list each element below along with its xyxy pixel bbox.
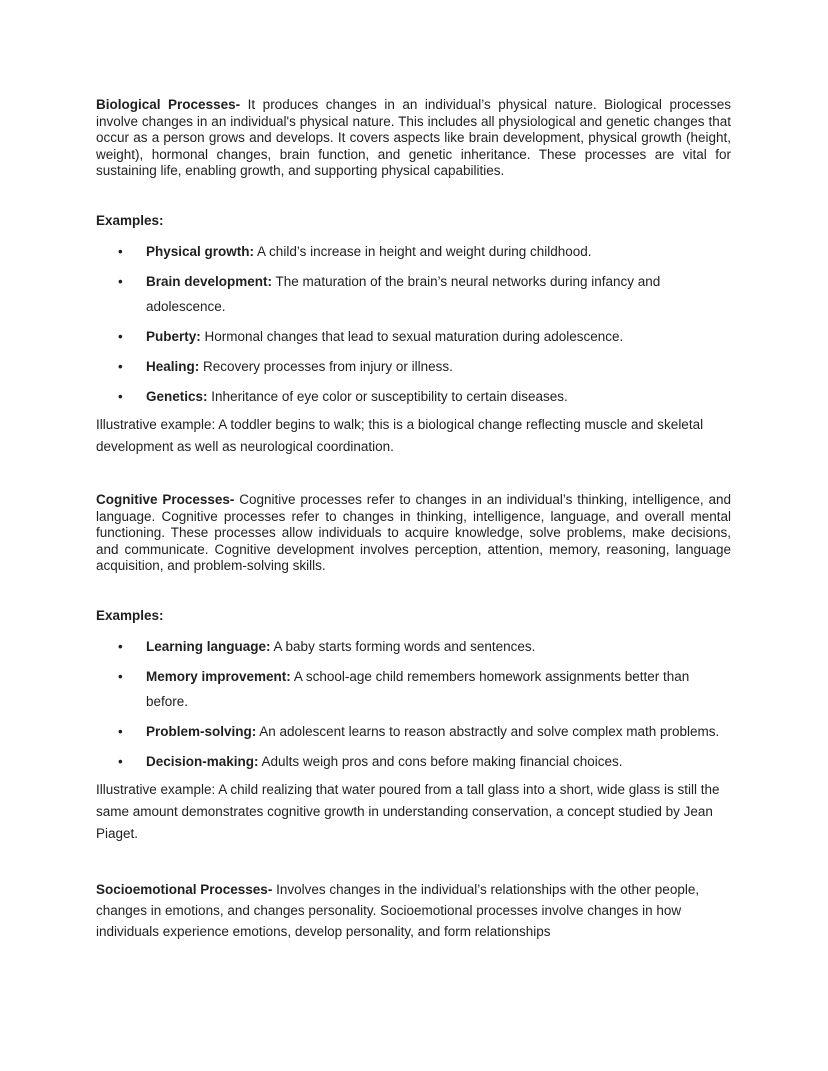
bullet-icon: • <box>118 358 123 374</box>
example-item <box>96 719 731 744</box>
section-heading: Socioemotional Processes- <box>96 881 273 897</box>
example-term: Decision-making: <box>146 753 259 769</box>
bullet-icon: • <box>118 638 123 654</box>
section-intro: Involves changes in the individual’s relationships with the other people, changes in emotions, and changes personality. Socioemotional processes involve changes in how individuals experience emotions, develop personality, and form relationships <box>96 881 700 939</box>
example-item <box>96 664 731 714</box>
example-desc: Recovery processes from injury or illness. <box>203 358 453 374</box>
examples-label: Examples: <box>96 607 164 623</box>
illustrative-example: Illustrative example: A toddler begins to walk; this is a biological change reflecting muscle and skeletal development as well as neurological coordination. <box>96 416 704 454</box>
example-item <box>96 634 731 659</box>
example-term: Problem-solving: <box>146 723 257 739</box>
examples-label: Examples: <box>96 212 164 228</box>
section-paragraph <box>96 879 731 942</box>
example-item <box>96 384 731 409</box>
example-desc: A school-age child remembers homework assignments better than before. <box>146 668 690 709</box>
bullet-icon: • <box>118 668 123 684</box>
example-item <box>96 324 731 349</box>
section-paragraph <box>96 97 731 180</box>
example-desc: The maturation of the brain’s neural networks during infancy and adolescence. <box>146 273 661 314</box>
example-item <box>96 239 731 264</box>
bullet-icon: • <box>118 328 123 344</box>
example-term: Learning language: <box>146 638 271 654</box>
section-heading: Biological Processes- <box>96 97 241 112</box>
section-biological <box>96 97 731 458</box>
example-term: Healing: <box>146 358 200 374</box>
bullet-icon: • <box>118 753 123 769</box>
bullet-icon: • <box>118 243 123 259</box>
example-desc: Hormonal changes that lead to sexual maturation during adolescence. <box>204 328 624 344</box>
bullet-icon: • <box>118 723 123 739</box>
example-desc: An adolescent learns to reason abstractly and solve complex math problems. <box>259 723 720 739</box>
examples-list <box>96 239 731 409</box>
bullet-icon: • <box>118 388 123 404</box>
section-paragraph <box>96 492 731 575</box>
section-heading: Cognitive Processes- <box>96 491 235 507</box>
example-desc: A baby starts forming words and sentences. <box>273 638 536 654</box>
example-term: Brain development: <box>146 273 273 289</box>
illustrative-example: Illustrative example: A child realizing that water poured from a tall glass into a short, wide glass is still the same amount demonstrates cognitive growth in understanding conservation, a concept studied by Jean Piaget. <box>96 781 720 841</box>
example-desc: A child’s increase in height and weight during childhood. <box>257 243 592 259</box>
section-socioemotional <box>96 879 731 942</box>
example-term: Puberty: <box>146 328 201 344</box>
example-term: Memory improvement: <box>146 668 291 684</box>
example-desc: Adults weigh pros and cons before making financial choices. <box>261 753 623 769</box>
section-intro: It produces changes in an individual’s physical nature. Biological processes involve changes in an individual's physical nature. This includes all physiological and genetic changes that occur as a person grows and develops. It covers aspects like brain development, physical growth (height, weight), hormonal changes, brain function, and genetic inheritance. These processes are vital for sustaining life, enabling growth, and supporting physical capabilities. <box>96 97 731 179</box>
section-cognitive <box>96 492 731 845</box>
bullet-icon: • <box>118 273 123 289</box>
example-item <box>96 354 731 379</box>
example-item <box>96 269 731 319</box>
example-item <box>96 749 731 774</box>
examples-list <box>96 634 731 774</box>
section-intro: Cognitive processes refer to changes in an individual’s thinking, intelligence, and language. Cognitive processes refer to changes in thinking, intelligence, language, and overall mental functioning. These processes allow individuals to acquire knowledge, solve problems, make decisions, and communicate. Cognitive development involves perception, attention, memory, reasoning, language acquisition, and problem-solving skills. <box>96 491 731 574</box>
example-term: Genetics: <box>146 388 208 404</box>
example-desc: Inheritance of eye color or susceptibility to certain diseases. <box>211 388 568 404</box>
example-term: Physical growth: <box>146 243 255 259</box>
